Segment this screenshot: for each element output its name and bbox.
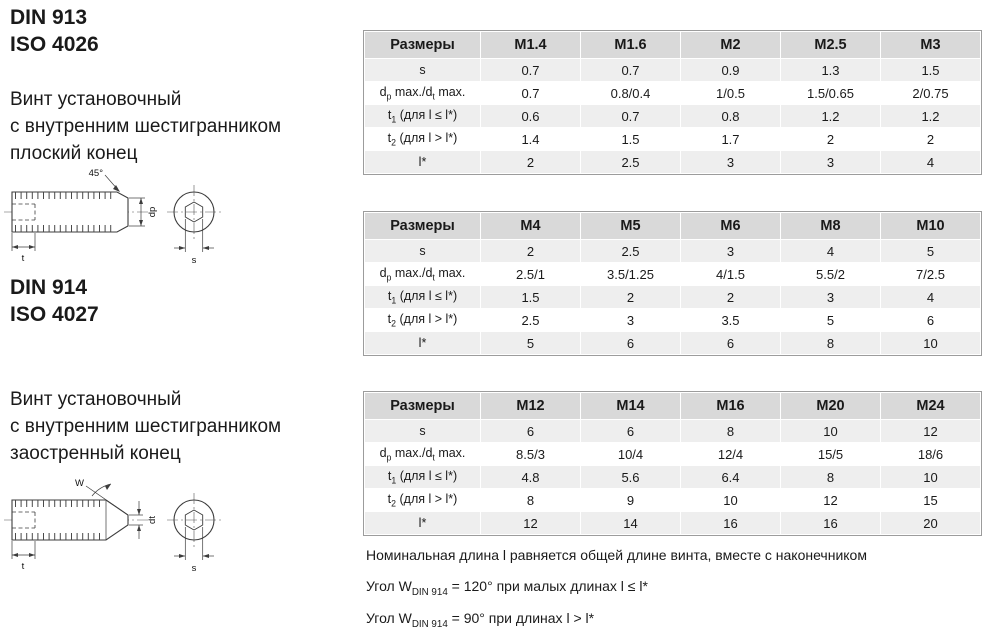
value-cell: 1.5 <box>581 128 681 151</box>
row-label: $d_p$ $\max./d_t$ max. <box>365 263 481 286</box>
flat-point-setscrew-diagram <box>2 162 237 267</box>
size-column-header: M6 <box>681 213 781 240</box>
value-cell: 12 <box>781 489 881 512</box>
size-column-header: M2 <box>681 32 781 59</box>
row-label: $t_1$ (для l ≤ l*) <box>365 466 481 489</box>
value-cell: 12/4 <box>681 443 781 466</box>
side-view <box>4 478 158 572</box>
size-column-header: M3 <box>881 32 981 59</box>
note-angle-90: Угол $W_{DIN 914} = 90^\circ$ при длинах l > l* <box>366 609 595 630</box>
end-view <box>167 185 221 266</box>
value-cell: 8 <box>781 466 881 489</box>
value-cell: 16 <box>781 512 881 535</box>
table-row <box>365 128 981 151</box>
table-header-row <box>365 393 981 420</box>
value-cell: 0.7 <box>481 82 581 105</box>
row-label-header: Размеры <box>365 213 481 240</box>
description-line: заостренный конец <box>10 443 181 464</box>
row-label: $t_2$ (для l > l*) <box>365 309 481 332</box>
socket-depth-dimension <box>12 233 35 264</box>
row-label: $t_2$ (для l > l*) <box>365 128 481 151</box>
value-cell: 2.5 <box>581 151 681 174</box>
size-column-header: M2.5 <box>781 32 881 59</box>
description-din913 <box>10 86 281 167</box>
description-line: Винт установочный <box>10 389 182 410</box>
socket-depth-label: t <box>21 561 25 572</box>
value-cell: 1.5/0.65 <box>781 82 881 105</box>
point-diameter-label: dt <box>147 516 158 524</box>
dimensions-table-medium-sizes <box>363 211 982 356</box>
table-row <box>365 82 981 105</box>
value-cell: 4/1.5 <box>681 263 781 286</box>
hex-size-label: s <box>191 563 197 574</box>
standard-heading-din913 <box>10 4 99 58</box>
value-cell: 3 <box>581 309 681 332</box>
value-cell: 14 <box>581 512 681 535</box>
value-cell: 3 <box>681 151 781 174</box>
value-cell: 2.5/1 <box>481 263 581 286</box>
table-header-row <box>365 213 981 240</box>
dimensions-table <box>364 212 981 355</box>
value-cell: 5.5/2 <box>781 263 881 286</box>
dimensions-table <box>364 392 981 535</box>
value-cell: 0.8 <box>681 105 781 128</box>
value-cell: 1.5 <box>881 59 981 82</box>
value-cell: 0.7 <box>481 59 581 82</box>
value-cell: 8.5/3 <box>481 443 581 466</box>
table-row <box>365 489 981 512</box>
point-diameter-label: dp <box>147 206 158 218</box>
value-cell: 3 <box>681 240 781 263</box>
value-cell: 15 <box>881 489 981 512</box>
value-cell: 2.5 <box>481 309 581 332</box>
value-cell: 1.5 <box>481 286 581 309</box>
row-label: $d_p$ $\max./d_t$ max. <box>365 443 481 466</box>
value-cell: 20 <box>881 512 981 535</box>
value-cell: 6 <box>881 309 981 332</box>
value-cell: 9 <box>581 489 681 512</box>
value-cell: 10 <box>881 332 981 355</box>
table-row <box>365 443 981 466</box>
row-label: l* <box>365 332 481 355</box>
dimensions-table-small-sizes <box>363 30 982 175</box>
value-cell: 1/0.5 <box>681 82 781 105</box>
side-view <box>4 168 158 264</box>
size-column-header: M14 <box>581 393 681 420</box>
value-cell: 4 <box>781 240 881 263</box>
table-row <box>365 240 981 263</box>
row-label: $t_1$ (для l ≤ l*) <box>365 105 481 128</box>
value-cell: 0.6 <box>481 105 581 128</box>
standard-heading-din914 <box>10 274 99 328</box>
value-cell: 12 <box>881 420 981 443</box>
value-cell: 3 <box>781 151 881 174</box>
dimensions-table-large-sizes <box>363 391 982 536</box>
size-column-header: M1.6 <box>581 32 681 59</box>
standard-line-din: DIN 914 <box>10 276 88 299</box>
value-cell: 4 <box>881 286 981 309</box>
value-cell: 10 <box>781 420 881 443</box>
value-cell: 10 <box>881 466 981 489</box>
value-cell: 2 <box>781 128 881 151</box>
value-cell: 2 <box>681 286 781 309</box>
description-din914 <box>10 386 281 467</box>
cone-point-setscrew-diagram <box>2 470 237 575</box>
size-column-header: M20 <box>781 393 881 420</box>
dimensions-table <box>364 31 981 174</box>
value-cell: 16 <box>681 512 781 535</box>
table-row <box>365 105 981 128</box>
table-row <box>365 420 981 443</box>
value-cell: 0.9 <box>681 59 781 82</box>
value-cell: 18/6 <box>881 443 981 466</box>
value-cell: 1.4 <box>481 128 581 151</box>
value-cell: 12 <box>481 512 581 535</box>
size-column-header: M4 <box>481 213 581 240</box>
value-cell: 3.5/1.25 <box>581 263 681 286</box>
note-angle-120: Угол $W_{DIN 914} = 120^\circ$ при малых длинах l ≤ l* <box>366 578 648 598</box>
standard-line-din: DIN 913 <box>10 6 88 29</box>
value-cell: 5.6 <box>581 466 681 489</box>
value-cell: 5 <box>881 240 981 263</box>
table-row <box>365 286 981 309</box>
value-cell: 8 <box>481 489 581 512</box>
chamfer-angle-label: 45° <box>88 168 103 179</box>
row-label-header: Размеры <box>365 32 481 59</box>
value-cell: 4 <box>881 151 981 174</box>
table-row <box>365 59 981 82</box>
value-cell: 0.7 <box>581 105 681 128</box>
value-cell: 3 <box>781 286 881 309</box>
flat-point-setscrew-drawing <box>2 162 237 267</box>
table-row <box>365 332 981 355</box>
value-cell: 10 <box>681 489 781 512</box>
value-cell: 6 <box>481 420 581 443</box>
value-cell: 1.3 <box>781 59 881 82</box>
row-label: l* <box>365 512 481 535</box>
row-label: $t_1$ (для l ≤ l*) <box>365 286 481 309</box>
footnotes <box>366 546 867 634</box>
note-nominal-length: Номинальная длина l равняется общей длине винта, вместе с наконечником <box>366 547 867 563</box>
value-cell: 2 <box>881 128 981 151</box>
description-line: с внутренним шестигранником <box>10 116 282 137</box>
value-cell: 3.5 <box>681 309 781 332</box>
hex-size-label: s <box>191 255 197 266</box>
value-cell: 2 <box>581 286 681 309</box>
size-column-header: M8 <box>781 213 881 240</box>
value-cell: 1.2 <box>881 105 981 128</box>
table-row <box>365 309 981 332</box>
standard-line-iso: ISO 4026 <box>10 33 99 56</box>
value-cell: 0.8/0.4 <box>581 82 681 105</box>
description-line: Винт установочный <box>10 89 182 110</box>
row-label-header: Размеры <box>365 393 481 420</box>
socket-depth-dimension <box>12 541 35 572</box>
value-cell: 15/5 <box>781 443 881 466</box>
size-column-header: M10 <box>881 213 981 240</box>
value-cell: 5 <box>781 309 881 332</box>
value-cell: 6.4 <box>681 466 781 489</box>
description-line: с внутренним шестигранником <box>10 416 282 437</box>
cone-point-setscrew-drawing <box>2 470 237 575</box>
value-cell: 2.5 <box>581 240 681 263</box>
row-label: s <box>365 420 481 443</box>
size-column-header: M1.4 <box>481 32 581 59</box>
table-row <box>365 151 981 174</box>
socket-depth-label: t <box>21 253 25 264</box>
table-row <box>365 263 981 286</box>
value-cell: 7/2.5 <box>881 263 981 286</box>
value-cell: 10/4 <box>581 443 681 466</box>
size-column-header: M5 <box>581 213 681 240</box>
value-cell: 0.7 <box>581 59 681 82</box>
value-cell: 8 <box>681 420 781 443</box>
chamfer-angle-annotation <box>89 168 120 192</box>
size-column-header: M16 <box>681 393 781 420</box>
standard-line-iso: ISO 4027 <box>10 303 99 326</box>
row-label: $d_p$ $\max./d_t$ max. <box>365 82 481 105</box>
row-label: $t_2$ (для l > l*) <box>365 489 481 512</box>
value-cell: 6 <box>581 420 681 443</box>
size-column-header: M12 <box>481 393 581 420</box>
row-label: l* <box>365 151 481 174</box>
value-cell: 1.2 <box>781 105 881 128</box>
value-cell: 6 <box>681 332 781 355</box>
cone-angle-label: W <box>75 478 84 489</box>
value-cell: 6 <box>581 332 681 355</box>
value-cell: 2 <box>481 151 581 174</box>
description-line: плоский конец <box>10 143 138 164</box>
row-label: s <box>365 59 481 82</box>
table-row <box>365 512 981 535</box>
end-view <box>167 493 221 574</box>
table-header-row <box>365 32 981 59</box>
value-cell: 1.7 <box>681 128 781 151</box>
value-cell: 2 <box>481 240 581 263</box>
value-cell: 8 <box>781 332 881 355</box>
value-cell: 5 <box>481 332 581 355</box>
value-cell: 2/0.75 <box>881 82 981 105</box>
table-row <box>365 466 981 489</box>
row-label: s <box>365 240 481 263</box>
value-cell: 4.8 <box>481 466 581 489</box>
size-column-header: M24 <box>881 393 981 420</box>
